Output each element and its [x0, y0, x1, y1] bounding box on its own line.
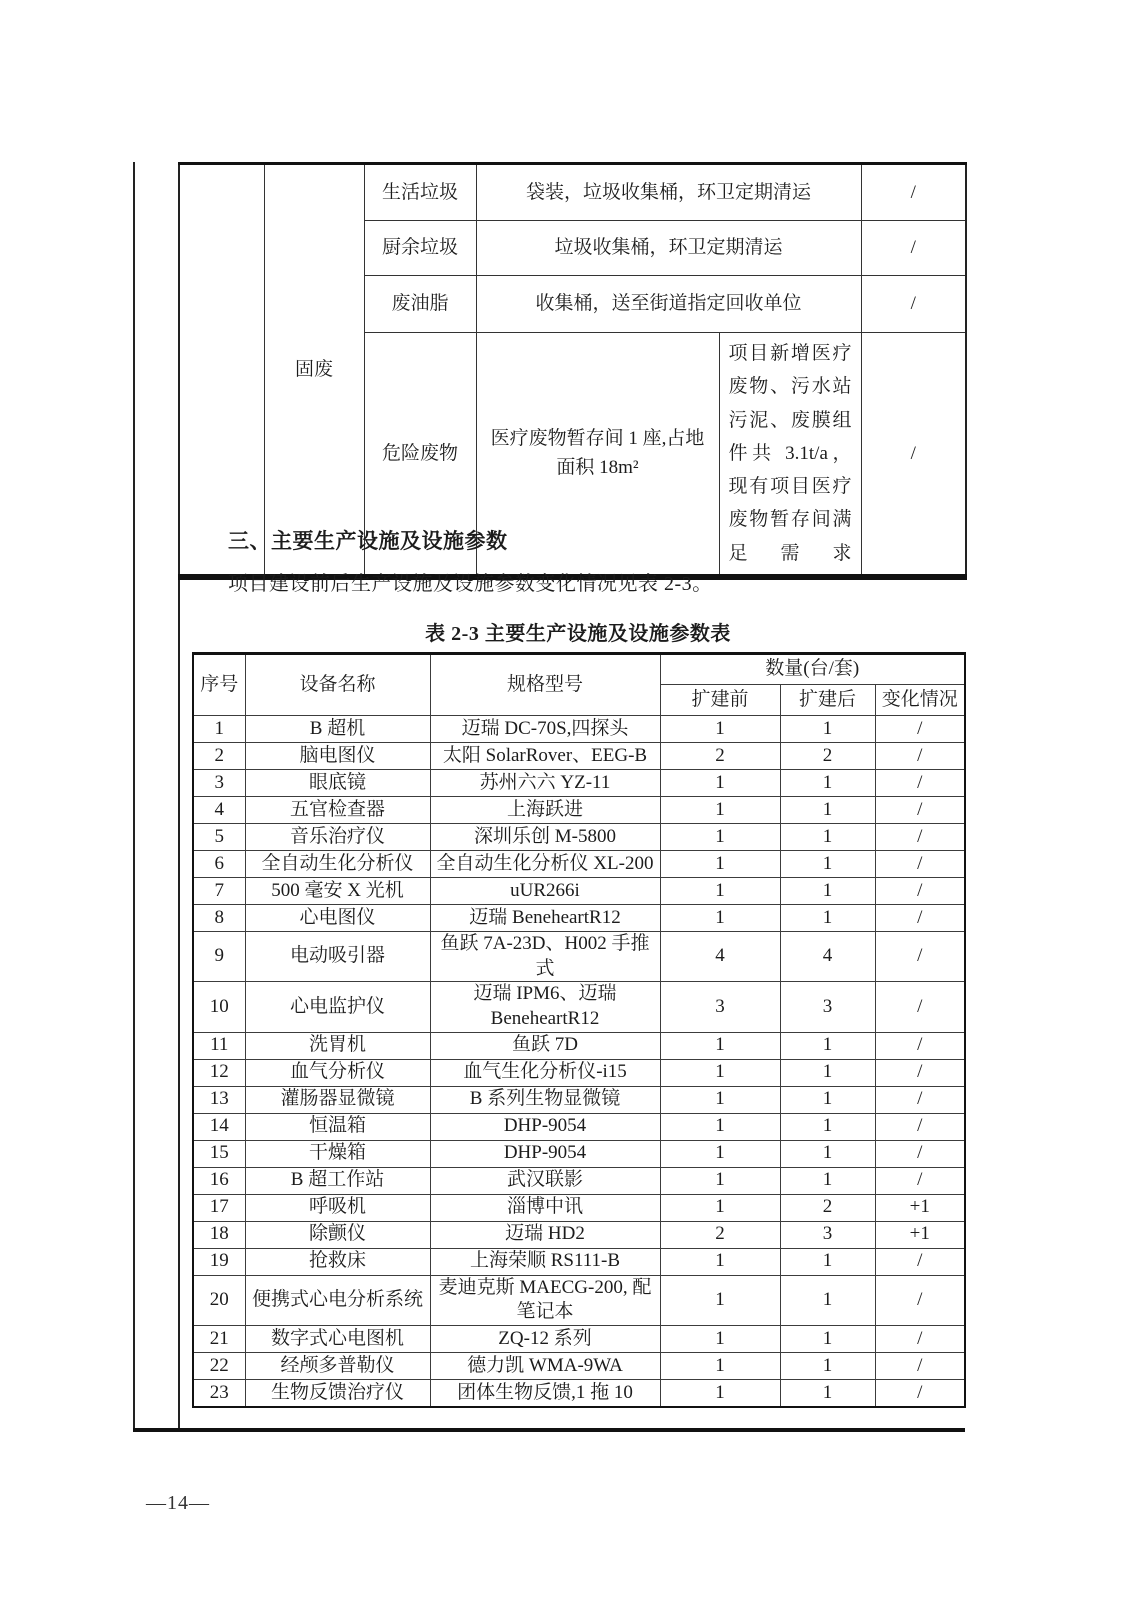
- spec-model: 全自动生化分析仪 XL-200: [430, 851, 660, 878]
- equipment-row: [193, 1032, 965, 1059]
- row-index: 6: [193, 851, 245, 878]
- spec-model: 迈瑞 IPM6、迈瑞 BeneheartR12: [430, 982, 660, 1032]
- qty-after: 1: [780, 1167, 875, 1194]
- row-index: 19: [193, 1248, 245, 1275]
- device-name: B 超机: [245, 716, 430, 743]
- spec-model: DHP-9054: [430, 1140, 660, 1167]
- spec-model: 淄博中讯: [430, 1194, 660, 1221]
- equipment-row: [193, 1326, 965, 1353]
- change-status: +1: [875, 1221, 965, 1248]
- equipment-row: [193, 878, 965, 905]
- qty-before: 1: [660, 1248, 780, 1275]
- qty-after: 3: [780, 1221, 875, 1248]
- equipment-row: [193, 1113, 965, 1140]
- qty-after: 1: [780, 797, 875, 824]
- spec-model: 苏州六六 YZ-11: [430, 770, 660, 797]
- device-name: 经颅多普勒仪: [245, 1353, 430, 1380]
- qty-before: 1: [660, 1353, 780, 1380]
- qty-after: 1: [780, 770, 875, 797]
- spec-model: 血气生化分析仪-i15: [430, 1059, 660, 1086]
- change-status: /: [875, 932, 965, 982]
- waste-result-cell: /: [861, 333, 966, 577]
- spec-model: ZQ-12 系列: [430, 1326, 660, 1353]
- qty-before: 1: [660, 1140, 780, 1167]
- qty-before: 1: [660, 824, 780, 851]
- waste-type-cell: 废油脂: [364, 276, 476, 333]
- waste-empty-cell: [179, 164, 264, 577]
- equipment-row: [193, 1140, 965, 1167]
- device-name: 抢救床: [245, 1248, 430, 1275]
- equipment-row: [193, 1194, 965, 1221]
- qty-after: 1: [780, 1032, 875, 1059]
- qty-before: 4: [660, 932, 780, 982]
- row-index: 17: [193, 1194, 245, 1221]
- device-name: 心电监护仪: [245, 982, 430, 1032]
- equipment-table: [192, 652, 966, 1408]
- change-status: /: [875, 1353, 965, 1380]
- qty-before: 2: [660, 743, 780, 770]
- qty-after: 1: [780, 1113, 875, 1140]
- row-index: 8: [193, 905, 245, 932]
- equipment-row: [193, 1380, 965, 1408]
- qty-after: 1: [780, 716, 875, 743]
- device-name: B 超工作站: [245, 1167, 430, 1194]
- change-status: /: [875, 851, 965, 878]
- qty-before: 1: [660, 1059, 780, 1086]
- header-device-name: 设备名称: [245, 654, 430, 716]
- qty-before: 1: [660, 770, 780, 797]
- qty-before: 1: [660, 1326, 780, 1353]
- spec-model: 武汉联影: [430, 1167, 660, 1194]
- row-index: 20: [193, 1275, 245, 1325]
- qty-after: 1: [780, 851, 875, 878]
- row-index: 23: [193, 1380, 245, 1408]
- row-index: 18: [193, 1221, 245, 1248]
- device-name: 呼吸机: [245, 1194, 430, 1221]
- qty-before: 1: [660, 851, 780, 878]
- spec-model: 鱼跃 7D: [430, 1032, 660, 1059]
- equipment-row: [193, 1275, 965, 1325]
- qty-before: 1: [660, 1086, 780, 1113]
- change-status: /: [875, 905, 965, 932]
- qty-after: 1: [780, 1326, 875, 1353]
- frame-left-border: [133, 162, 135, 1432]
- qty-after: 1: [780, 1275, 875, 1325]
- spec-model: 德力凯 WMA-9WA: [430, 1353, 660, 1380]
- change-status: /: [875, 1248, 965, 1275]
- spec-model: 麦迪克斯 MAECG-200, 配笔记本: [430, 1275, 660, 1325]
- device-name: 数字式心电图机: [245, 1326, 430, 1353]
- qty-after: 2: [780, 743, 875, 770]
- row-index: 1: [193, 716, 245, 743]
- waste-type-cell: 生活垃圾: [364, 164, 476, 221]
- waste-result-cell: /: [861, 164, 966, 221]
- change-status: +1: [875, 1194, 965, 1221]
- equipment-row: [193, 905, 965, 932]
- row-index: 3: [193, 770, 245, 797]
- equipment-row: [193, 982, 965, 1032]
- spec-model: uUR266i: [430, 878, 660, 905]
- equipment-row: [193, 1059, 965, 1086]
- qty-before: 1: [660, 878, 780, 905]
- qty-after: 1: [780, 1140, 875, 1167]
- page-number: —14—: [146, 1492, 210, 1514]
- equipment-row: [193, 797, 965, 824]
- row-index: 10: [193, 982, 245, 1032]
- waste-type-cell: 危险废物: [364, 333, 476, 577]
- device-name: 心电图仪: [245, 905, 430, 932]
- row-index: 15: [193, 1140, 245, 1167]
- header-spec: 规格型号: [430, 654, 660, 716]
- waste-category-cell: 固废: [264, 164, 364, 577]
- qty-after: 1: [780, 1380, 875, 1408]
- spec-model: 鱼跃 7A-23D、H002 手推式: [430, 932, 660, 982]
- qty-before: 1: [660, 1032, 780, 1059]
- header-before: 扩建前: [660, 685, 780, 716]
- device-name: 便携式心电分析系统: [245, 1275, 430, 1325]
- change-status: /: [875, 1059, 965, 1086]
- device-name: 洗胃机: [245, 1032, 430, 1059]
- row-index: 7: [193, 878, 245, 905]
- equipment-row: [193, 932, 965, 982]
- equipment-row: [193, 1221, 965, 1248]
- qty-after: 1: [780, 1059, 875, 1086]
- waste-note-cell: 项目新增医疗废物、污水站污泥、废膜组件共 3.1t/a，现有项目医疗废物暂存间满足需求: [719, 333, 861, 577]
- equipment-table-header: [193, 654, 965, 716]
- row-index: 9: [193, 932, 245, 982]
- change-status: /: [875, 1032, 965, 1059]
- section-paragraph: 项目建设前后生产设施及设施参数变化情况见表 2-3。: [228, 573, 713, 595]
- qty-after: 1: [780, 905, 875, 932]
- spec-model: 团体生物反馈,1 拖 10: [430, 1380, 660, 1408]
- row-index: 22: [193, 1353, 245, 1380]
- qty-before: 1: [660, 905, 780, 932]
- header-change: 变化情况: [875, 685, 965, 716]
- qty-after: 1: [780, 1353, 875, 1380]
- qty-after: 1: [780, 1086, 875, 1113]
- change-status: /: [875, 716, 965, 743]
- device-name: 脑电图仪: [245, 743, 430, 770]
- device-name: 全自动生化分析仪: [245, 851, 430, 878]
- qty-before: 3: [660, 982, 780, 1032]
- change-status: /: [875, 743, 965, 770]
- qty-after: 4: [780, 932, 875, 982]
- waste-result-cell: /: [861, 221, 966, 276]
- qty-after: 3: [780, 982, 875, 1032]
- row-index: 21: [193, 1326, 245, 1353]
- qty-before: 1: [660, 1113, 780, 1140]
- row-index: 5: [193, 824, 245, 851]
- device-name: 灌肠器显微镜: [245, 1086, 430, 1113]
- spec-model: 上海跃进: [430, 797, 660, 824]
- qty-before: 1: [660, 1275, 780, 1325]
- equipment-row: [193, 1167, 965, 1194]
- device-name: 音乐治疗仪: [245, 824, 430, 851]
- qty-after: 1: [780, 878, 875, 905]
- change-status: /: [875, 1275, 965, 1325]
- header-after: 扩建后: [780, 685, 875, 716]
- row-index: 16: [193, 1167, 245, 1194]
- spec-model: 深圳乐创 M-5800: [430, 824, 660, 851]
- device-name: 500 毫安 X 光机: [245, 878, 430, 905]
- waste-treatment-cell: 垃圾收集桶，环卫定期清运: [476, 221, 861, 276]
- spec-model: 迈瑞 DC-70S,四探头: [430, 716, 660, 743]
- equipment-row: [193, 716, 965, 743]
- row-index: 11: [193, 1032, 245, 1059]
- header-index: 序号: [193, 654, 245, 716]
- equipment-table-body: [193, 716, 965, 1408]
- row-index: 13: [193, 1086, 245, 1113]
- row-index: 2: [193, 743, 245, 770]
- qty-after: 2: [780, 1194, 875, 1221]
- change-status: /: [875, 1326, 965, 1353]
- header-quantity-group: 数量(台/套): [660, 654, 965, 685]
- device-name: 血气分析仪: [245, 1059, 430, 1086]
- qty-after: 1: [780, 824, 875, 851]
- equipment-row: [193, 743, 965, 770]
- qty-before: 1: [660, 797, 780, 824]
- waste-table: [178, 162, 967, 580]
- qty-after: 1: [780, 1248, 875, 1275]
- equipment-row: [193, 1353, 965, 1380]
- row-index: 12: [193, 1059, 245, 1086]
- waste-treatment-cell: 收集桶，送至街道指定回收单位: [476, 276, 861, 333]
- device-name: 五官检查器: [245, 797, 430, 824]
- waste-type-cell: 厨余垃圾: [364, 221, 476, 276]
- qty-before: 1: [660, 1194, 780, 1221]
- change-status: /: [875, 1380, 965, 1408]
- equipment-row: [193, 1248, 965, 1275]
- change-status: /: [875, 982, 965, 1032]
- frame-bottom-border: [133, 1428, 965, 1432]
- equipment-row: [193, 1086, 965, 1113]
- spec-model: 迈瑞 BeneheartR12: [430, 905, 660, 932]
- change-status: /: [875, 824, 965, 851]
- qty-before: 1: [660, 1380, 780, 1408]
- qty-before: 1: [660, 716, 780, 743]
- waste-treatment-cell: 袋装，垃圾收集桶，环卫定期清运: [476, 164, 861, 221]
- equipment-row: [193, 851, 965, 878]
- device-name: 恒温箱: [245, 1113, 430, 1140]
- change-status: /: [875, 1113, 965, 1140]
- spec-model: 太阳 SolarRover、EEG-B: [430, 743, 660, 770]
- spec-model: B 系列生物显微镜: [430, 1086, 660, 1113]
- device-name: 生物反馈治疗仪: [245, 1380, 430, 1408]
- device-name: 干燥箱: [245, 1140, 430, 1167]
- spec-model: 上海荣顺 RS111-B: [430, 1248, 660, 1275]
- device-name: 电动吸引器: [245, 932, 430, 982]
- change-status: /: [875, 770, 965, 797]
- section-heading: 三、主要生产设施及设施参数: [228, 529, 508, 553]
- change-status: /: [875, 1140, 965, 1167]
- row-index: 14: [193, 1113, 245, 1140]
- waste-result-cell: /: [861, 276, 966, 333]
- device-name: 除颤仪: [245, 1221, 430, 1248]
- equipment-row: [193, 770, 965, 797]
- change-status: /: [875, 1086, 965, 1113]
- equipment-row: [193, 824, 965, 851]
- change-status: /: [875, 878, 965, 905]
- device-name: 眼底镜: [245, 770, 430, 797]
- table-caption: 表 2-3 主要生产设施及设施参数表: [425, 623, 731, 645]
- waste-row-domestic: [179, 164, 966, 221]
- change-status: /: [875, 797, 965, 824]
- qty-before: 1: [660, 1167, 780, 1194]
- waste-treatment-cell: 医疗废物暂存间 1 座,占地面积 18m²: [476, 333, 719, 577]
- qty-before: 2: [660, 1221, 780, 1248]
- row-index: 4: [193, 797, 245, 824]
- change-status: /: [875, 1167, 965, 1194]
- spec-model: DHP-9054: [430, 1113, 660, 1140]
- spec-model: 迈瑞 HD2: [430, 1221, 660, 1248]
